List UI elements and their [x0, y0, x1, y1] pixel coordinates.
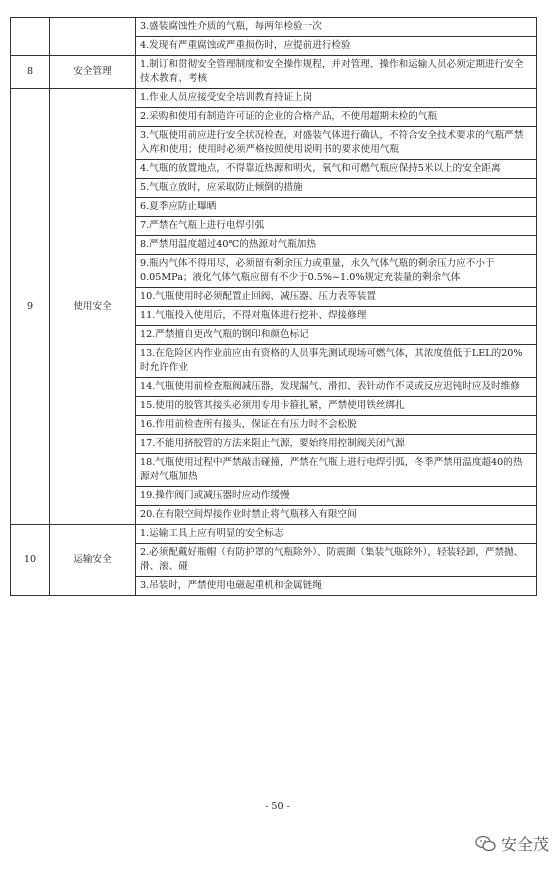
section-number: 8 — [11, 56, 50, 89]
item-cell: 7.严禁在气瓶上进行电焊引弧 — [136, 217, 537, 236]
section-category: 使用安全 — [50, 89, 136, 525]
item-cell: 3.吊装时，严禁使用电磁起重机和金属链绳 — [136, 577, 537, 596]
item-cell: 4.气瓶的放置地点，不得靠近热源和明火，氧气和可燃气瓶应保持5米以上的安全距离 — [136, 160, 537, 179]
item-cell: 16.作用前检查所有接头，保证在有压力时不会松脱 — [136, 416, 537, 435]
item-cell: 1.制订和贯彻安全管理制度和安全操作规程，并对管理、操作和运输人员必须定期进行安全技术教育、考核 — [136, 56, 537, 89]
item-cell: 1.运输工具上应有明显的安全标志 — [136, 525, 537, 544]
category-cell — [50, 18, 136, 56]
item-cell: 8.严禁用温度超过40℃的热源对气瓶加热 — [136, 236, 537, 255]
item-cell: 19.操作阀门或减压器时应动作缓慢 — [136, 487, 537, 506]
watermark — [475, 832, 549, 855]
item-cell: 15.使用的胶管其接头必须用专用卡箍扎紧，严禁使用铁丝绑扎 — [136, 397, 537, 416]
section-number: 10 — [11, 525, 50, 596]
item-cell: 1.作业人员应接受安全培训教育持证上岗 — [136, 89, 537, 108]
table-row — [11, 18, 537, 37]
section-category: 安全管理 — [50, 56, 136, 89]
item-cell: 10.气瓶使用时必须配置止回阀、减压器、压力表等装置 — [136, 288, 537, 307]
section-number: 9 — [11, 89, 50, 525]
item-cell: 14.气瓶使用前检查瓶阀减压器，发现漏气、滑扣、表针动作不灵或反应迟钝时应及时维修 — [136, 378, 537, 397]
item-cell: 9.瓶内气体不得用尽，必须留有剩余压力或重量，永久气体气瓶的剩余压力应不小于0.05MPa；液化气体气瓶应留有不少于0.5%~1.0%规定充装量的剩余气体 — [136, 255, 537, 288]
item-cell: 20.在有限空间焊接作业时禁止将气瓶移入有限空间 — [136, 506, 537, 525]
item-cell: 17.不能用挤胶管的方法来阻止气源，要始终用控制阀关闭气源 — [136, 435, 537, 454]
item-cell: 4.发现有严重腐蚀或严重损伤时，应提前进行检验 — [136, 37, 537, 56]
table-row — [11, 525, 537, 544]
item-cell: 11.气瓶投入使用后，不得对瓶体进行挖补、焊接修理 — [136, 307, 537, 326]
watermark-text: 安全茂 — [500, 835, 549, 854]
wechat-icon — [475, 835, 497, 853]
item-cell: 2.采购和使用有制造许可证的企业的合格产品，不使用超期未检的气瓶 — [136, 108, 537, 127]
item-cell: 3.气瓶使用前应进行安全状况检查，对盛装气体进行确认，不符合安全技术要求的气瓶严禁入库和使用；使用时必须严格按照使用说明书的要求使用气瓶 — [136, 127, 537, 160]
table-row — [11, 89, 537, 108]
item-cell: 5.气瓶立放时，应采取防止倾倒的措施 — [136, 179, 537, 198]
item-cell: 3.盛装腐蚀性介质的气瓶，每两年检验一次 — [136, 18, 537, 37]
number-cell — [11, 18, 50, 56]
safety-table — [10, 17, 537, 596]
item-cell: 18.气瓶使用过程中严禁敲击碰撞，严禁在气瓶上进行电焊引弧，冬季严禁用温度超40的热源对气瓶加热 — [136, 454, 537, 487]
item-cell: 2.必须配戴好瓶帽（有防护罩的气瓶除外）、防震圈（集装气瓶除外），轻装轻卸，严禁抛、滑、滚、碰 — [136, 544, 537, 577]
item-cell: 12.严禁擅自更改气瓶的钢印和颜色标记 — [136, 326, 537, 345]
item-cell: 6.夏季应防止曝晒 — [136, 198, 537, 217]
page-number: - 50 - — [265, 801, 290, 812]
section-category: 运输安全 — [50, 525, 136, 596]
item-cell: 13.在危险区内作业前应由有资格的人员事先测试现场可燃气体，其浓度值低于LEL的20%时允许作业 — [136, 345, 537, 378]
table-row — [11, 56, 537, 89]
